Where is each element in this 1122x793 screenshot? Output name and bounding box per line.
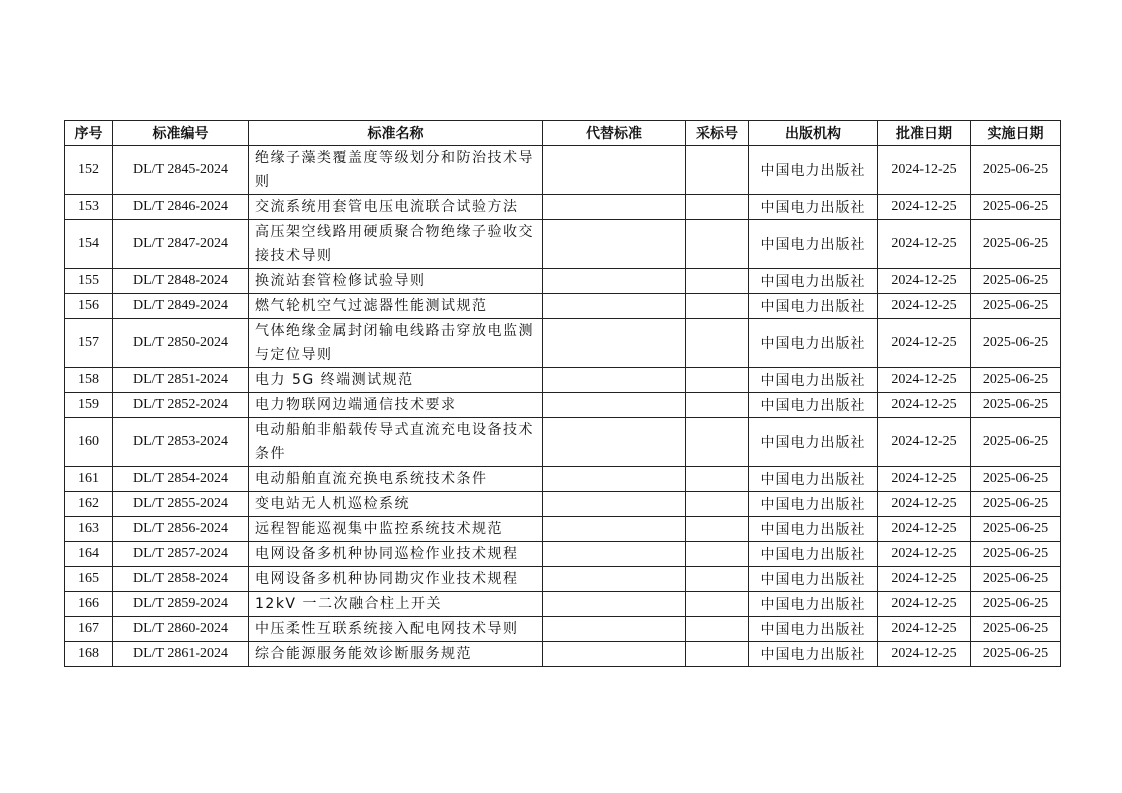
cell-replaced-standard [543,195,686,220]
cell-replaced-standard [543,567,686,592]
cell-adopted-standard [686,492,749,517]
cell-serial-no: 158 [65,368,113,393]
cell-approval-date: 2024-12-25 [878,517,971,542]
cell-replaced-standard [543,517,686,542]
cell-publisher: 中国电力出版社 [749,393,878,418]
cell-serial-no: 168 [65,642,113,667]
cell-approval-date: 2024-12-25 [878,592,971,617]
cell-standard-name: 电网设备多机种协同勘灾作业技术规程 [249,567,543,592]
header-approval-date: 批准日期 [878,121,971,146]
cell-approval-date: 2024-12-25 [878,467,971,492]
cell-approval-date: 2024-12-25 [878,368,971,393]
cell-publisher: 中国电力出版社 [749,517,878,542]
cell-effective-date: 2025-06-25 [971,467,1061,492]
cell-replaced-standard [543,592,686,617]
cell-standard-code: DL/T 2859-2024 [113,592,249,617]
cell-standard-name: 高压架空线路用硬质聚合物绝缘子验收交接技术导则 [249,220,543,269]
cell-approval-date: 2024-12-25 [878,146,971,195]
cell-publisher: 中国电力出版社 [749,592,878,617]
cell-serial-no: 159 [65,393,113,418]
cell-replaced-standard [543,617,686,642]
table-body [65,146,1061,667]
table-row [65,592,1061,617]
table-row [65,542,1061,567]
cell-effective-date: 2025-06-25 [971,617,1061,642]
header-publisher: 出版机构 [749,121,878,146]
cell-serial-no: 156 [65,294,113,319]
cell-publisher: 中国电力出版社 [749,146,878,195]
cell-effective-date: 2025-06-25 [971,195,1061,220]
cell-replaced-standard [543,393,686,418]
cell-standard-code: DL/T 2850-2024 [113,319,249,368]
cell-standard-name: 电动船舶非船载传导式直流充电设备技术条件 [249,418,543,467]
cell-standard-code: DL/T 2851-2024 [113,368,249,393]
table-row [65,220,1061,269]
cell-replaced-standard [543,542,686,567]
cell-publisher: 中国电力出版社 [749,617,878,642]
cell-approval-date: 2024-12-25 [878,319,971,368]
table-row [65,393,1061,418]
cell-adopted-standard [686,517,749,542]
cell-standard-code: DL/T 2847-2024 [113,220,249,269]
cell-standard-code: DL/T 2853-2024 [113,418,249,467]
cell-standard-name: 燃气轮机空气过滤器性能测试规范 [249,294,543,319]
cell-approval-date: 2024-12-25 [878,393,971,418]
cell-publisher: 中国电力出版社 [749,467,878,492]
cell-adopted-standard [686,592,749,617]
cell-approval-date: 2024-12-25 [878,492,971,517]
cell-adopted-standard [686,642,749,667]
header-effective-date: 实施日期 [971,121,1061,146]
cell-effective-date: 2025-06-25 [971,418,1061,467]
cell-adopted-standard [686,393,749,418]
cell-serial-no: 162 [65,492,113,517]
header-standard-name: 标准名称 [249,121,543,146]
cell-serial-no: 157 [65,319,113,368]
table-row [65,319,1061,368]
cell-adopted-standard [686,269,749,294]
cell-replaced-standard [543,294,686,319]
table-row [65,368,1061,393]
cell-adopted-standard [686,617,749,642]
table-row [65,269,1061,294]
cell-adopted-standard [686,220,749,269]
cell-standard-code: DL/T 2852-2024 [113,393,249,418]
table-header-row [65,121,1061,146]
cell-effective-date: 2025-06-25 [971,294,1061,319]
table-row [65,294,1061,319]
cell-adopted-standard [686,146,749,195]
cell-serial-no: 165 [65,567,113,592]
cell-replaced-standard [543,146,686,195]
cell-serial-no: 160 [65,418,113,467]
cell-serial-no: 153 [65,195,113,220]
cell-standard-name: 电力 5G 终端测试规范 [249,368,543,393]
cell-publisher: 中国电力出版社 [749,195,878,220]
header-adopted-standard: 采标号 [686,121,749,146]
cell-standard-name: 远程智能巡视集中监控系统技术规范 [249,517,543,542]
cell-replaced-standard [543,319,686,368]
cell-standard-name: 中压柔性互联系统接入配电网技术导则 [249,617,543,642]
cell-adopted-standard [686,467,749,492]
cell-standard-code: DL/T 2857-2024 [113,542,249,567]
cell-publisher: 中国电力出版社 [749,418,878,467]
cell-effective-date: 2025-06-25 [971,319,1061,368]
cell-standard-code: DL/T 2846-2024 [113,195,249,220]
cell-standard-code: DL/T 2849-2024 [113,294,249,319]
cell-approval-date: 2024-12-25 [878,642,971,667]
cell-standard-code: DL/T 2860-2024 [113,617,249,642]
cell-standard-code: DL/T 2858-2024 [113,567,249,592]
cell-serial-no: 161 [65,467,113,492]
cell-effective-date: 2025-06-25 [971,492,1061,517]
cell-standard-name: 交流系统用套管电压电流联合试验方法 [249,195,543,220]
cell-standard-name: 电网设备多机种协同巡检作业技术规程 [249,542,543,567]
cell-publisher: 中国电力出版社 [749,319,878,368]
cell-standard-code: DL/T 2856-2024 [113,517,249,542]
cell-effective-date: 2025-06-25 [971,269,1061,294]
cell-standard-code: DL/T 2848-2024 [113,269,249,294]
cell-approval-date: 2024-12-25 [878,269,971,294]
cell-approval-date: 2024-12-25 [878,542,971,567]
cell-replaced-standard [543,368,686,393]
standards-table [64,120,1061,667]
table-row [65,467,1061,492]
cell-effective-date: 2025-06-25 [971,642,1061,667]
cell-standard-name: 综合能源服务能效诊断服务规范 [249,642,543,667]
cell-adopted-standard [686,319,749,368]
cell-standard-code: DL/T 2861-2024 [113,642,249,667]
cell-publisher: 中国电力出版社 [749,294,878,319]
table-row [65,517,1061,542]
cell-replaced-standard [543,418,686,467]
cell-publisher: 中国电力出版社 [749,220,878,269]
table-row [65,492,1061,517]
cell-adopted-standard [686,368,749,393]
cell-standard-name: 电力物联网边端通信技术要求 [249,393,543,418]
cell-approval-date: 2024-12-25 [878,418,971,467]
table-row [65,617,1061,642]
cell-standard-code: DL/T 2845-2024 [113,146,249,195]
cell-serial-no: 155 [65,269,113,294]
cell-standard-name: 绝缘子藻类覆盖度等级划分和防治技术导则 [249,146,543,195]
cell-adopted-standard [686,294,749,319]
cell-serial-no: 163 [65,517,113,542]
cell-approval-date: 2024-12-25 [878,567,971,592]
cell-standard-code: DL/T 2854-2024 [113,467,249,492]
table-row [65,567,1061,592]
cell-serial-no: 166 [65,592,113,617]
cell-standard-code: DL/T 2855-2024 [113,492,249,517]
header-replaced-standard: 代替标准 [543,121,686,146]
table-row [65,418,1061,467]
cell-serial-no: 167 [65,617,113,642]
cell-effective-date: 2025-06-25 [971,368,1061,393]
cell-serial-no: 164 [65,542,113,567]
cell-effective-date: 2025-06-25 [971,542,1061,567]
cell-effective-date: 2025-06-25 [971,517,1061,542]
header-serial-no: 序号 [65,121,113,146]
cell-publisher: 中国电力出版社 [749,542,878,567]
cell-standard-name: 换流站套管检修试验导则 [249,269,543,294]
cell-publisher: 中国电力出版社 [749,567,878,592]
cell-adopted-standard [686,542,749,567]
cell-replaced-standard [543,492,686,517]
cell-approval-date: 2024-12-25 [878,617,971,642]
cell-effective-date: 2025-06-25 [971,393,1061,418]
cell-replaced-standard [543,642,686,667]
header-standard-code: 标准编号 [113,121,249,146]
cell-publisher: 中国电力出版社 [749,368,878,393]
table-row [65,642,1061,667]
cell-replaced-standard [543,220,686,269]
cell-standard-name: 变电站无人机巡检系统 [249,492,543,517]
cell-approval-date: 2024-12-25 [878,195,971,220]
table-row [65,146,1061,195]
cell-publisher: 中国电力出版社 [749,492,878,517]
cell-effective-date: 2025-06-25 [971,220,1061,269]
cell-adopted-standard [686,567,749,592]
cell-effective-date: 2025-06-25 [971,592,1061,617]
cell-publisher: 中国电力出版社 [749,269,878,294]
cell-serial-no: 152 [65,146,113,195]
cell-adopted-standard [686,195,749,220]
cell-standard-name: 12kV 一二次融合柱上开关 [249,592,543,617]
cell-approval-date: 2024-12-25 [878,220,971,269]
cell-standard-name: 气体绝缘金属封闭输电线路击穿放电监测与定位导则 [249,319,543,368]
cell-approval-date: 2024-12-25 [878,294,971,319]
cell-effective-date: 2025-06-25 [971,146,1061,195]
cell-adopted-standard [686,418,749,467]
cell-standard-name: 电动船舶直流充换电系统技术条件 [249,467,543,492]
cell-effective-date: 2025-06-25 [971,567,1061,592]
cell-replaced-standard [543,269,686,294]
cell-publisher: 中国电力出版社 [749,642,878,667]
cell-replaced-standard [543,467,686,492]
cell-serial-no: 154 [65,220,113,269]
table-row [65,195,1061,220]
